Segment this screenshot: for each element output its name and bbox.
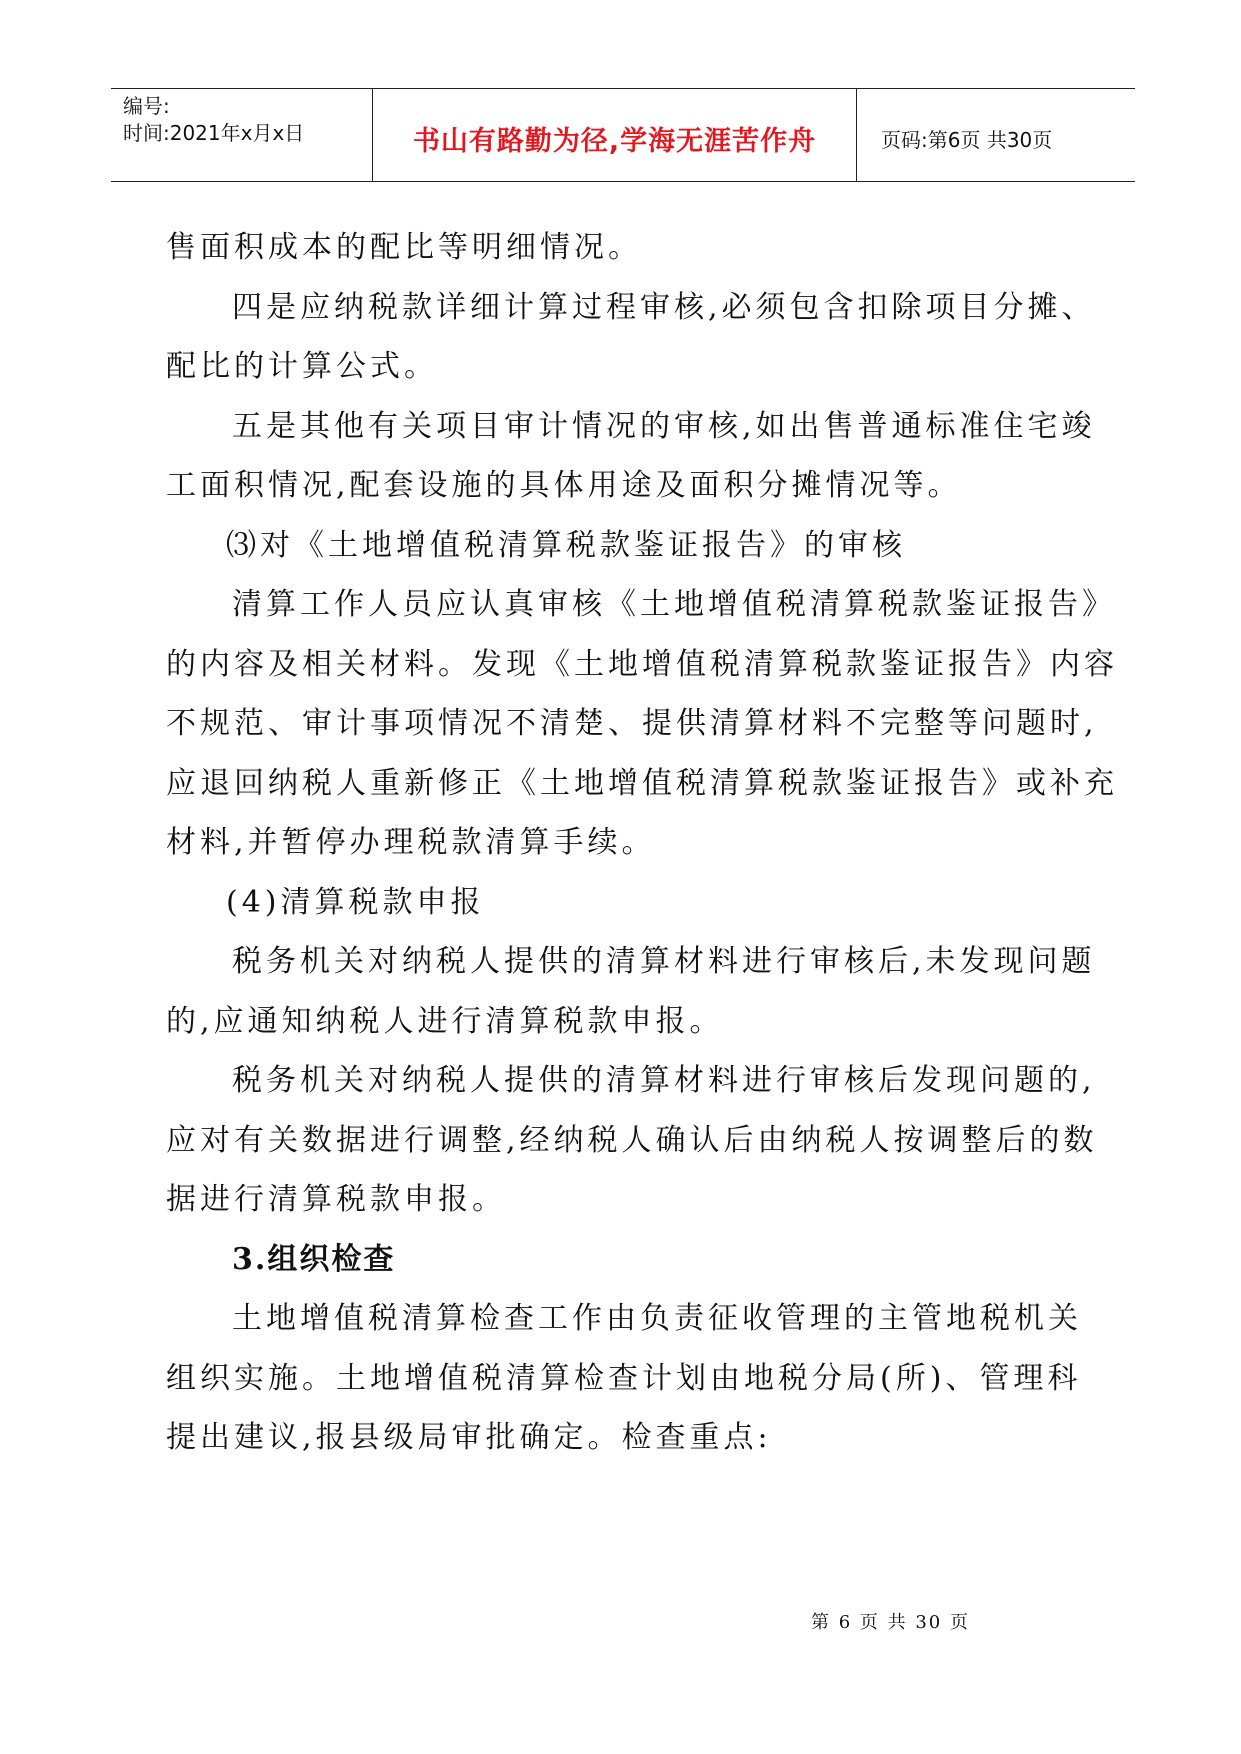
header-page-cell [857,89,1135,181]
paragraph-line: 工面积情况,配套设施的具体用途及面积分摊情况等。 [166,468,962,503]
paragraph-line: 应退回纳税人重新修正《土地增值税清算税款鉴证报告》或补充 [166,765,1118,801]
paragraph-line: 提出建议,报县级局审批确定。检查重点: [166,1420,772,1455]
paragraph-line: 组织实施。土地增值税清算检查计划由地税分局(所)、管理科 [166,1360,1082,1396]
number-label: 编号: [123,94,170,118]
section-heading: 3.组织检查 [232,1241,396,1277]
header-motto-cell [373,89,857,181]
paragraph-line: 材料,并暂停办理税款清算手续。 [166,825,656,860]
paragraph-line: 的,应通知纳税人进行清算税款申报。 [166,1003,724,1039]
section-subheading: ⑶对《土地增值税清算税款鉴证报告》的审核 [226,527,906,563]
document-header [111,88,1135,182]
paragraph-line: 土地增值税清算检查工作由负责征收管理的主管地税机关 [232,1301,1082,1336]
section-subheading: (4)清算税款申报 [226,884,485,920]
paragraph-line: 的内容及相关材料。发现《土地增值税清算税款鉴证报告》内容 [166,646,1118,682]
paragraph-line: 不规范、审计事项情况不清楚、提供清算材料不完整等问题时, [166,706,1098,741]
paragraph-line: 清算工作人员应认真审核《土地增值税清算税款鉴证报告》 [232,587,1116,622]
footer-page-number: 第 6 页 共 30 页 [811,1612,970,1633]
paragraph-line: 四是应纳税款详细计算过程审核,必须包含扣除项目分摊、 [232,289,1096,325]
header-meta-cell [111,89,373,181]
document-body [166,218,1118,1468]
paragraph-line: 配比的计算公式。 [166,349,438,384]
paragraph-line: 税务机关对纳税人提供的清算材料进行审核后,未发现问题 [232,944,1096,979]
paragraph-line: 售面积成本的配比等明细情况。 [166,230,642,265]
paragraph-line: 税务机关对纳税人提供的清算材料进行审核后发现问题的, [232,1063,1096,1098]
paragraph-line: 五是其他有关项目审计情况的审核,如出售普通标准住宅竣 [232,408,1096,444]
page-footer [0,1608,1241,1634]
paragraph-line: 据进行清算税款申报。 [166,1182,506,1217]
paragraph-line: 应对有关数据进行调整,经纳税人确认后由纳税人按调整后的数 [166,1122,1098,1158]
time-label: 时间:2021年x月x日 [123,121,305,145]
motto-text: 书山有路勤为径,学海无涯苦作舟 [412,125,817,157]
page-code: 页码:第6页 共30页 [881,127,1053,152]
